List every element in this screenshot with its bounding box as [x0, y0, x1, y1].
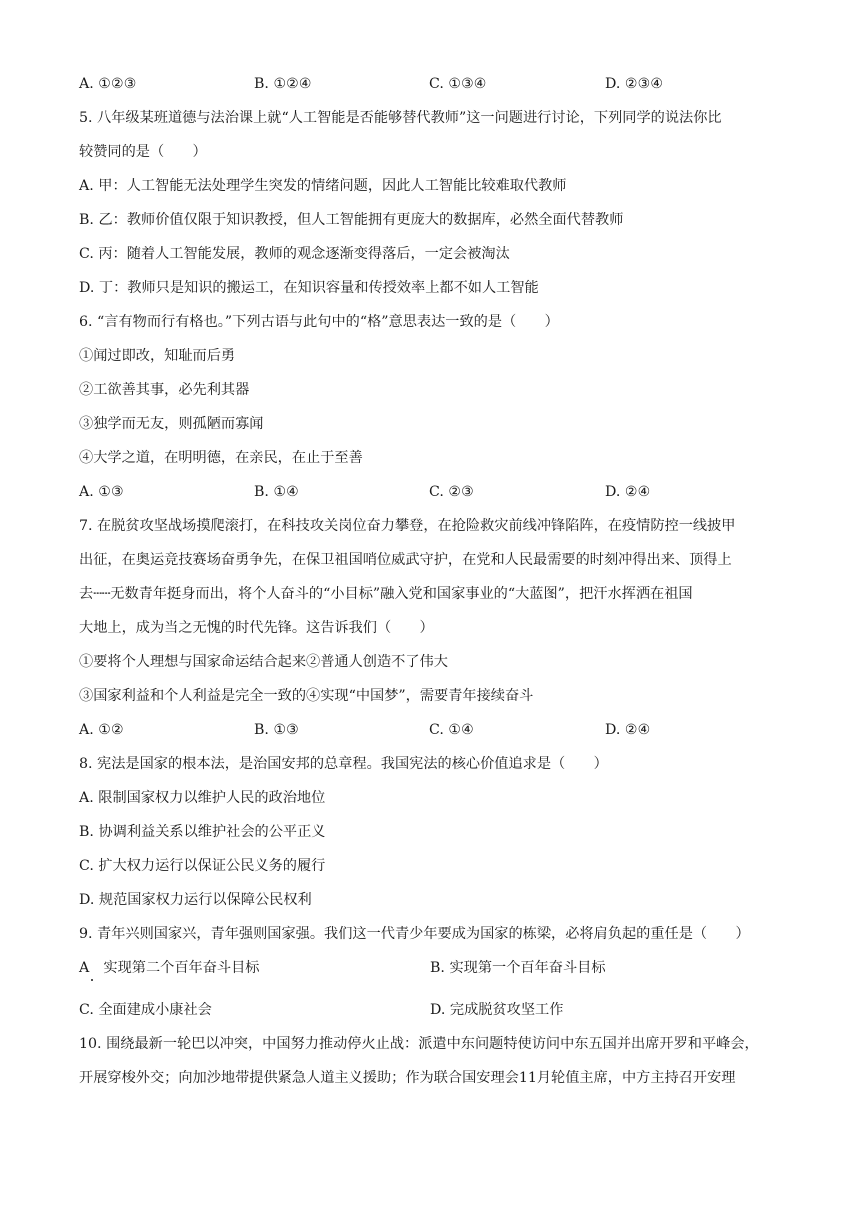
q4-option-b: B. ①②④ — [254, 76, 312, 92]
q10-stem-line-2: 开展穿梭外交；向加沙地带提供紧急人道主义援助；作为联合国安理会11月轮值主席，中方主持召开安理 — [79, 1070, 736, 1086]
q6-stem: 6. “言有物而行有格也。”下列古语与此句中的“格”意思表达一致的是（ ） — [79, 314, 559, 330]
q7-items-line-1: ①要将个人理想与国家命运结合起来②普通人创造不了伟大 — [79, 654, 448, 670]
q7-stem-line-3: 去┄┄无数青年挺身而出，将个人奋斗的“小目标”融入党和国家事业的“大蓝图”，把汗水挥洒在祖国 — [79, 586, 693, 602]
q6-item-4: ④大学之道，在明明德，在亲民，在止于至善 — [79, 450, 363, 466]
q7-stem-line-2: 出征，在奥运竞技赛场奋勇争先，在保卫祖国哨位威武守护，在党和人民最需要的时刻冲得出来、顶得上 — [79, 552, 732, 568]
q5-stem-line-1: 5. 八年级某班道德与法治课上就“人工智能是否能够替代教师”这一问题进行讨论，下列同学的说法你比 — [79, 110, 722, 126]
q5-option-a: A. 甲：人工智能无法处理学生突发的情绪问题，因此人工智能比较难取代教师 — [79, 178, 567, 194]
q7-stem-line-4: 大地上，成为当之无愧的时代先锋。这告诉我们（ ） — [79, 620, 434, 636]
q5-option-b: B. 乙：教师价值仅限于知识教授，但人工智能拥有更庞大的数据库，必然全面代替教师 — [79, 212, 624, 228]
q6-option-a: A. ①③ — [79, 484, 124, 500]
q7-items-line-2: ③国家利益和个人利益是完全一致的④实现“中国梦”，需要青年接续奋斗 — [79, 688, 534, 704]
q4-option-c: C. ①③④ — [429, 76, 487, 92]
q7-option-b: B. ①③ — [254, 722, 299, 738]
q10-stem-line-1: 10. 围绕最新一轮巴以冲突，中国努力推动停火止战：派遣中东问题特使访问中东五国并出席开罗和平峰会， — [79, 1036, 759, 1052]
q9-option-a: A 实现第二个百年奋斗目标 — [79, 960, 260, 976]
q9-option-a-dot — [91, 979, 93, 981]
q9-option-d: D. 完成脱贫攻坚工作 — [430, 1002, 564, 1018]
q7-stem-line-1: 7. 在脱贫攻坚战场摸爬滚打，在科技攻关岗位奋力攀登，在抢险救灾前线冲锋陷阵，在疫情防控一线披甲 — [79, 518, 736, 534]
q6-option-d: D. ②④ — [605, 484, 651, 500]
q8-option-c: C. 扩大权力运行以保证公民义务的履行 — [79, 858, 326, 874]
q7-option-c: C. ①④ — [429, 722, 474, 738]
q9-option-b: B. 实现第一个百年奋斗目标 — [430, 960, 606, 976]
q7-option-d: D. ②④ — [605, 722, 651, 738]
q9-option-c: C. 全面建成小康社会 — [79, 1002, 212, 1018]
q5-option-c: C. 丙：随着人工智能发展，教师的观念逐渐变得落后，一定会被淘汰 — [79, 246, 510, 262]
q8-option-a: A. 限制国家权力以维护人民的政治地位 — [79, 790, 326, 806]
q6-option-b: B. ①④ — [254, 484, 299, 500]
q5-stem-line-2: 较赞同的是（ ） — [79, 144, 207, 160]
q8-stem: 8. 宪法是国家的根本法，是治国安邦的总章程。我国宪法的核心价值追求是（ ） — [79, 756, 608, 772]
q9-stem: 9. 青年兴则国家兴，青年强则国家强。我们这一代青少年要成为国家的栋梁，必将肩负起的重任是（ ） — [79, 926, 750, 942]
q8-option-b: B. 协调利益关系以维护社会的公平正义 — [79, 824, 326, 840]
q6-option-c: C. ②③ — [429, 484, 474, 500]
q7-option-a: A. ①② — [79, 722, 124, 738]
q5-option-d: D. 丁：教师只是知识的搬运工，在知识容量和传授效率上都不如人工智能 — [79, 280, 539, 296]
q6-item-2: ②工欲善其事，必先利其器 — [79, 382, 250, 398]
q4-option-d: D. ②③④ — [605, 76, 664, 92]
q4-option-a: A. ①②③ — [79, 76, 137, 92]
q6-item-1: ①闻过即改，知耻而后勇 — [79, 348, 236, 364]
q6-item-3: ③独学而无友，则孤陋而寡闻 — [79, 416, 264, 432]
q8-option-d: D. 规范国家权力运行以保障公民权利 — [79, 892, 312, 908]
